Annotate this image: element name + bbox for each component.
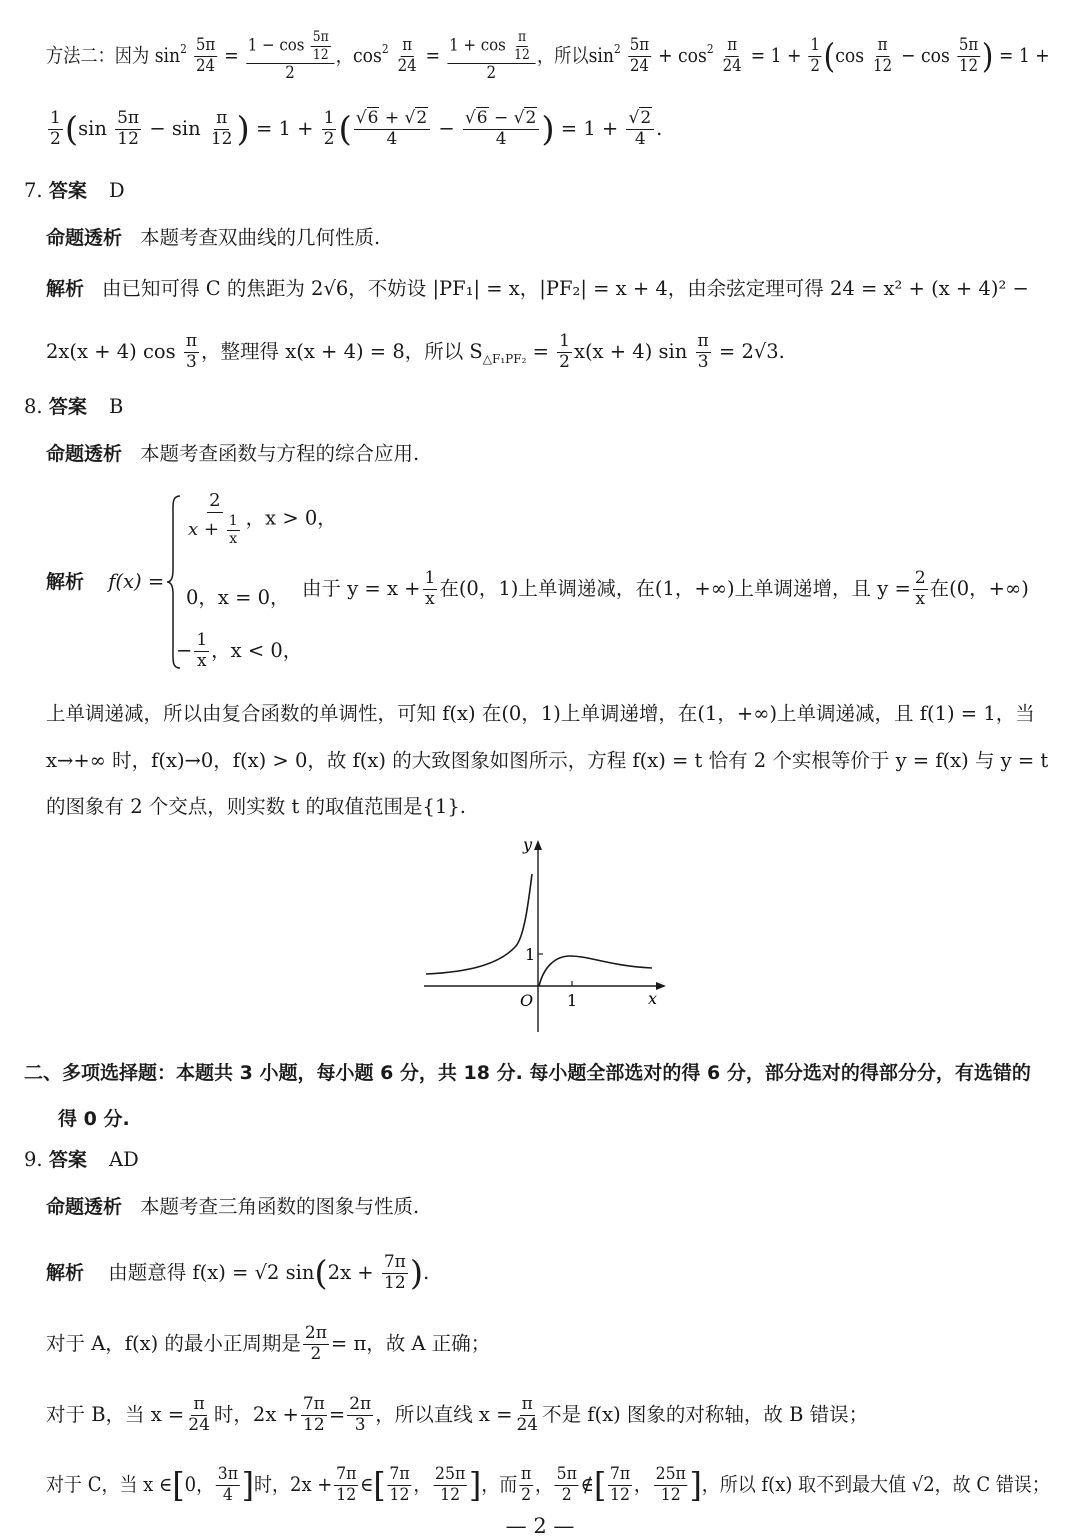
curve-negative-branch: [426, 874, 532, 974]
answer-value: AD: [109, 1148, 139, 1171]
answer-label: 答案: [48, 396, 87, 418]
sup: 2: [613, 42, 621, 57]
den: 12: [514, 46, 530, 63]
num: π: [402, 35, 413, 56]
eq: =: [224, 44, 239, 68]
q8-para3: [46, 797, 466, 817]
frac: [913, 570, 928, 609]
bracket: ]: [469, 1465, 482, 1506]
eq-one-plus: = 1 +: [750, 44, 802, 68]
num: 2: [914, 568, 926, 588]
page-number-text: — 2 —: [505, 1514, 575, 1538]
den: [186, 513, 244, 546]
num: 7π: [383, 1252, 406, 1272]
num: 25π: [655, 1464, 686, 1484]
fx-text: [108, 570, 164, 593]
den: 24: [397, 56, 417, 77]
frac: [115, 110, 141, 149]
den: 2: [561, 1484, 572, 1505]
question-number: 7.: [24, 179, 43, 202]
den: 12: [117, 128, 139, 149]
num: √6 + √2: [354, 110, 430, 130]
den: 4: [222, 1484, 233, 1505]
num: 7π: [302, 1394, 325, 1414]
den: 12: [384, 1272, 406, 1293]
num: 7π: [389, 1464, 410, 1484]
frac: [354, 110, 430, 149]
num: π: [185, 331, 198, 351]
num: π: [521, 1394, 533, 1414]
frac: [809, 37, 822, 76]
den: 12: [958, 56, 979, 77]
frac: [957, 37, 980, 76]
frac: [216, 1466, 240, 1505]
paren: ): [236, 109, 250, 150]
q8-answer-line: [24, 397, 123, 417]
eq: =: [328, 1402, 346, 1426]
section2-heading-line1: [24, 1058, 1031, 1085]
q9-answer-line: [24, 1150, 139, 1170]
analysis-text: 本题考查函数与方程的综合应用.: [140, 442, 420, 465]
sin-text: sin: [588, 44, 614, 68]
frac: [322, 110, 337, 149]
sin-text: sin: [154, 44, 181, 68]
cos-text: cos: [353, 44, 382, 68]
q7-answer-line: [24, 181, 125, 201]
text: ，整理得 x(x + 4) = 8，所以 S: [201, 339, 483, 363]
q9-option-C: 对于 C，当 x ∈[0， $\frac{3\pi}{4}$ ]时，2x + $\frac{7\pi}{12}$ ∈[ $\frac{7\pi}{12}$ ， $\frac{25\pi}{12}$ ]，而 $\frac{\pi}{2}$ ， $\frac{5\pi}{2}$ ∉[ $\frac{7\pi}{12}$ ， $\frac{25\pi}{12}$ ]，所以 f(x) 取不到最大值 √2，故 C 错误；: [46, 1464, 1050, 1506]
frac: [387, 1466, 411, 1505]
num: [246, 30, 334, 64]
answer-value: B: [109, 395, 124, 418]
den: 12: [312, 46, 329, 63]
frac: [186, 492, 244, 546]
question-number: 9.: [24, 1148, 43, 1171]
num: 5π: [958, 35, 979, 56]
frac: [626, 110, 654, 149]
text: 对于 C，当 x ∈: [46, 1472, 173, 1496]
den: 3: [697, 351, 709, 372]
frac: [871, 37, 894, 76]
num: 5π: [117, 108, 140, 128]
paren: ): [409, 1253, 424, 1294]
q9-analysis-line: [46, 1197, 419, 1217]
cond: ，x > 0，: [245, 506, 337, 530]
den: x: [196, 650, 207, 671]
num: 2π: [304, 1323, 327, 1343]
answer-label: 答案: [48, 1149, 87, 1171]
y-tick-label: 1: [525, 945, 536, 964]
minus: −: [493, 108, 509, 128]
num: 5π: [629, 35, 650, 56]
den: 4: [634, 128, 646, 149]
den: 12: [610, 1484, 631, 1505]
num: π: [520, 1464, 532, 1484]
frac: [382, 1254, 408, 1293]
frac: [433, 1466, 467, 1505]
frac: [48, 110, 63, 149]
num: 1: [810, 35, 820, 56]
bracket: [: [593, 1465, 607, 1506]
den: 4: [386, 128, 398, 149]
period: .: [423, 1260, 430, 1284]
text: 由题意得 f(x) = √2 sin: [108, 1260, 315, 1284]
cos-text: cos: [835, 44, 865, 68]
q7-analysis-line: [46, 228, 380, 248]
den: 2: [810, 56, 820, 77]
text: 2x(x + 4) cos: [46, 339, 176, 363]
num: 1: [196, 630, 208, 650]
q9-solution-line: [46, 1254, 429, 1293]
cond: ，x < 0，: [211, 638, 303, 662]
answer-label: 答案: [48, 180, 87, 202]
den: 12: [303, 1414, 325, 1435]
num: [447, 30, 535, 64]
text: 2x +: [327, 1260, 374, 1284]
num: 2: [209, 490, 221, 511]
frac: [555, 1466, 579, 1505]
tail: = 1 +: [998, 44, 1050, 68]
den: x: [425, 588, 435, 609]
num: 25π: [435, 1464, 466, 1484]
num: π: [697, 331, 709, 351]
den-text: x +: [188, 519, 219, 541]
analysis-text: 本题考查三角函数的图象与性质.: [140, 1195, 420, 1218]
den: 24: [629, 56, 649, 77]
den: 12: [440, 1484, 461, 1505]
den: 24: [722, 56, 742, 77]
q8-analysis-line: [46, 444, 419, 464]
text: x(x + 4) sin: [573, 339, 688, 363]
minus-cos: − cos: [901, 44, 950, 68]
text: 在(0，1)上单调递减，在(1，+∞)上单调递增，且 y =: [439, 576, 911, 600]
solution-label: 解析: [46, 278, 85, 300]
paren: (: [823, 36, 836, 77]
sqrt: 6: [476, 108, 488, 128]
text: 对于 B，当 x =: [46, 1402, 185, 1426]
solution-label: 解析: [46, 571, 85, 593]
frac: [347, 1396, 373, 1435]
piecewise-case2: [186, 588, 290, 608]
analysis-label: 命题透析: [46, 1196, 123, 1218]
sup: 2: [706, 42, 714, 57]
num: π: [216, 108, 228, 128]
frac: [721, 37, 744, 76]
text: = π，故 A 正确；: [330, 1331, 491, 1355]
num: π: [193, 1394, 205, 1414]
solution-text: 由已知可得 C 的焦距为 2√6，不妨设 |PF₁| = x，|PF₂| = x + 4，由余弦定理可得 24 = x² + (x + 4)² −: [102, 277, 1029, 300]
frac: [423, 570, 438, 609]
num: 2π: [349, 1394, 372, 1414]
frac: [519, 1466, 533, 1505]
frac: [209, 110, 235, 149]
den: 2: [486, 63, 497, 84]
answer-value: D: [109, 179, 125, 202]
method2-line1: [46, 30, 1050, 83]
bracket: ]: [689, 1465, 702, 1506]
text: 0，: [184, 1472, 215, 1496]
frac: [463, 110, 539, 149]
analysis-label: 命题透析: [46, 443, 123, 465]
piecewise-case3: [176, 632, 302, 671]
den: 12: [336, 1484, 357, 1505]
frac: [194, 632, 209, 671]
solution-label: 解析: [46, 1261, 85, 1284]
den: x: [915, 588, 926, 609]
q8-para2: [46, 751, 1048, 771]
text: 二、多项选择题：本题共 3 小题，每小题 6 分，共 18 分. 每小题全部选对的得 6 分，部分选对的得部分分，有选错的: [24, 1062, 1031, 1084]
text: 时，2x +: [213, 1402, 299, 1426]
den: 24: [516, 1414, 539, 1435]
comma: ，: [335, 44, 354, 68]
text: ，所以 f(x) 取不到最大值 √2，故 C 错误；: [701, 1472, 1050, 1496]
den: 12: [389, 1484, 410, 1505]
frac: [557, 333, 572, 372]
period: .: [656, 116, 663, 140]
frac: [696, 333, 711, 372]
text: 上单调递减，所以由复合函数的单调性，可知 f(x) 在(0，1)上单调递增，在(1，+∞)上单调递减，且 f(1) = 1，当: [46, 702, 1035, 725]
page-number: [0, 1514, 1080, 1538]
so-text: ，所以: [536, 44, 589, 68]
method2-prefix: 方法二：因为: [46, 44, 150, 68]
paren: ): [541, 109, 555, 150]
q8-para1: [46, 704, 1035, 724]
bracket: ]: [241, 1465, 255, 1506]
q8-side-text: [302, 570, 1029, 609]
frac: [628, 37, 651, 76]
minus: −: [438, 116, 455, 140]
analysis-label: 命题透析: [46, 227, 123, 249]
frac: [514, 1396, 540, 1435]
y-axis-arrow: [534, 840, 542, 850]
eq-one-plus: = 1 +: [255, 116, 314, 140]
function-graph: [420, 836, 670, 1036]
q7-solution-line2: [46, 333, 785, 372]
case2-text: 0，x = 0，: [186, 586, 290, 609]
num: 3π: [217, 1464, 239, 1484]
y-axis-label: y: [523, 836, 533, 854]
frac: [654, 1466, 688, 1505]
text: 在(0，+∞): [929, 576, 1029, 600]
num: π: [877, 35, 888, 56]
den: 2: [310, 1343, 322, 1364]
sup: 2: [180, 42, 187, 57]
frac: [184, 333, 199, 372]
x-axis-arrow: [656, 982, 666, 990]
bracket: [: [373, 1465, 386, 1506]
num: 1: [559, 331, 570, 351]
den: 12: [210, 128, 233, 149]
inner-frac: [512, 30, 531, 62]
frac: [301, 1396, 327, 1435]
text: ，而: [481, 1472, 518, 1496]
origin-label: O: [520, 991, 534, 1010]
den: 2: [521, 1484, 532, 1505]
frac: [608, 1466, 632, 1505]
sqrt: 2: [416, 108, 428, 128]
frac-1-minus-cos: [246, 30, 334, 83]
num: 1: [228, 512, 238, 529]
minus-sin: − sin: [149, 116, 201, 140]
inner-frac: [311, 30, 331, 62]
den: 2: [285, 63, 295, 84]
num: 7π: [609, 1464, 631, 1484]
num: 5π: [195, 35, 216, 56]
bracket: [: [172, 1465, 185, 1506]
den: 3: [186, 351, 197, 372]
sqrt: 2: [525, 108, 537, 128]
num: 1: [50, 108, 61, 128]
end-eq: = 1 +: [560, 116, 619, 140]
den: 24: [196, 56, 216, 77]
den: 12: [873, 56, 893, 77]
text: ，所以直线 x =: [375, 1402, 513, 1426]
den: x: [229, 530, 238, 547]
paren: (: [314, 1253, 328, 1294]
analysis-text: 本题考查双曲线的几何性质.: [140, 226, 381, 249]
section2-heading-line2: [58, 1104, 130, 1131]
sup: 2: [381, 42, 389, 57]
frac-pi-24: [396, 37, 419, 76]
q8-solution-label: [46, 572, 164, 592]
plus-cos: + cos: [658, 44, 707, 68]
q9-option-B: [46, 1396, 868, 1435]
fx: f(x) =: [108, 570, 165, 593]
sin-text: sin: [78, 116, 107, 140]
frac-5pi-24: [194, 37, 217, 76]
eq: =: [425, 44, 441, 68]
text: 由于 y = x +: [302, 576, 421, 600]
text: 对于 A，f(x) 的最小正周期是: [46, 1331, 301, 1355]
text: 的图象有 2 个交点，则实数 t 的取值范围是{1}.: [46, 795, 466, 818]
sqrt: 6: [367, 108, 379, 128]
num-text: 1 + cos: [449, 35, 506, 56]
den: 2: [323, 128, 335, 149]
notin: ∉: [580, 1472, 594, 1496]
num: 5π: [556, 1464, 577, 1484]
sub: △F₁PF₂: [482, 351, 527, 366]
num-text: 1 − cos: [247, 35, 305, 56]
num: √2: [626, 110, 654, 130]
text: 得 0 分.: [58, 1108, 130, 1130]
q7-solution-line1: [46, 279, 1029, 299]
eq: =: [532, 339, 549, 363]
in: ∈: [360, 1472, 374, 1496]
inner-frac: [227, 514, 240, 546]
text: x→+∞ 时，f(x)→0，f(x) > 0，故 f(x) 的大致图象如图所示，方程 f(x) = t 恰有 2 个实根等价于 y = f(x) 与 y = t: [46, 749, 1049, 772]
den: 24: [188, 1414, 210, 1435]
sqrt: 2: [640, 108, 652, 128]
x-tick-label: 1: [567, 991, 578, 1010]
frac: [334, 1466, 358, 1505]
den: 3: [354, 1414, 366, 1435]
num: 7π: [336, 1464, 357, 1484]
den: 12: [660, 1484, 681, 1505]
num: 1: [323, 108, 335, 128]
question-number: 8.: [24, 395, 43, 418]
num: 5π: [312, 29, 329, 45]
q9-option-A: [46, 1325, 490, 1364]
paren: (: [64, 109, 79, 150]
method2-line2: [46, 110, 662, 149]
den: 2: [50, 128, 61, 149]
num: √6 − √2: [463, 110, 539, 130]
minus: −: [176, 638, 193, 662]
num: 1: [424, 568, 436, 588]
den: 4: [495, 128, 507, 149]
paren: (: [338, 109, 352, 150]
piecewise-case1: [184, 492, 337, 546]
frac: [186, 1396, 212, 1435]
den: 2: [559, 351, 570, 372]
num: π: [727, 35, 738, 56]
frac: [303, 1325, 329, 1364]
plus: +: [384, 108, 400, 128]
frac-1-plus-cos: [447, 30, 535, 83]
num: π: [517, 29, 527, 45]
text: 不是 f(x) 图象的对称轴，故 B 错误；: [542, 1402, 869, 1426]
text: 时，2x +: [254, 1472, 333, 1496]
curve-positive-branch: [539, 956, 652, 986]
x-axis-label: x: [648, 989, 658, 1008]
paren: ): [981, 36, 994, 77]
text: = 2√3.: [718, 339, 785, 363]
